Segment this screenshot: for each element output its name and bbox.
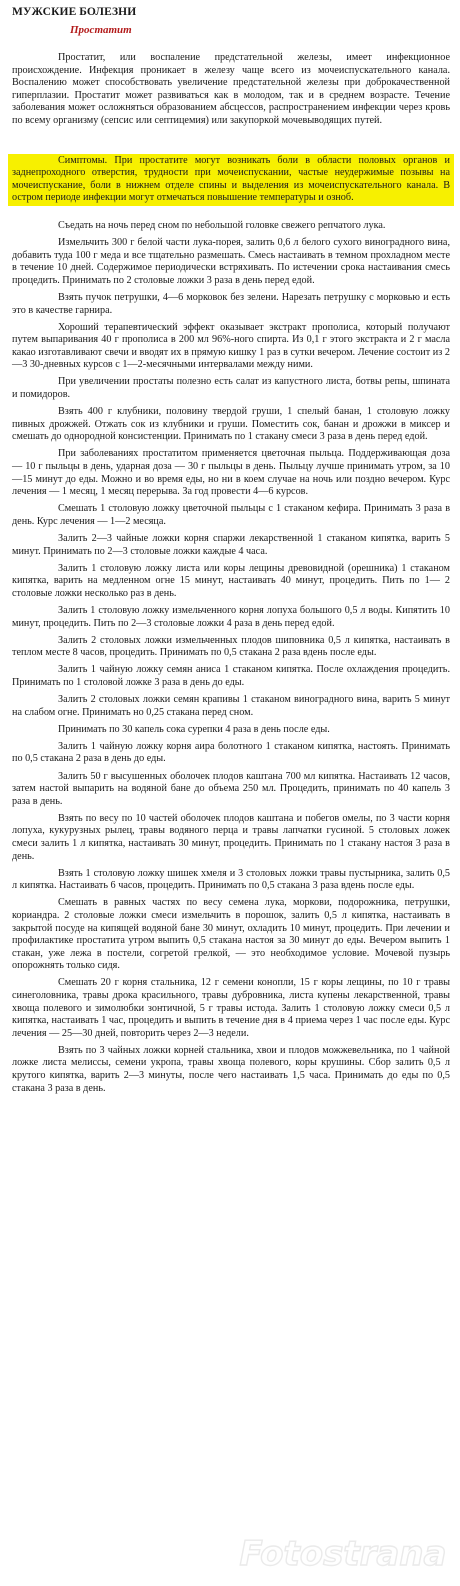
- remedy-paragraph: Залить 2 столовых ложки семян крапивы 1 стаканом виноградного вина, варить 5 минут на слабом огне. Принимать но 0,25 стакана перед сном.: [12, 694, 450, 718]
- remedy-paragraph: Залить 2 столовых ложки измельченных плодов шиповника 0,5 л кипятка, настаивать в теплом месте 8 часов, процедить. Принимать по 0,5 стакана 2 раза вдень после еды.: [12, 634, 450, 659]
- svg-text:Fotostrana: Fotostrana: [239, 1534, 447, 1574]
- remedy-paragraph: Съедать на ночь перед сном по небольшой головке свежего репчатого лука.: [58, 219, 386, 231]
- remedy-paragraph: Взять по весу по 10 частей оболочек плодов каштана и побегов омелы, по 3 части корня лопуха, кукурузных рылец, травы водяного перца и травы лапчатки гусиной. 5 столовых ложек смеси залить 1 л кипятка, настаивать 30 минут, процедить. Принимать по 1 стакану настоя 3 раза в день.: [12, 812, 450, 862]
- intro-paragraph: Простатит, или воспаление предстательной железы, имеет инфекционное происхождение. Инфекция проникает в железу чаще всего из мочеиспускательного канала. Воспалению может способствовать увеличение предстательной железы при доброкачественной гиперплазии. Простатит может развиваться как в молодом, так и в среднем возрасте. Течение заболевания может осложняться образованием абсцессов, распространением инфекции через кровь по всему организму (сепсис или септицемия) или закупоркой мочевыводящих путей.: [12, 52, 450, 126]
- remedy-paragraph: Измельчить 300 г белой части лука-порея, залить 0,6 л белого сухого виноградного вина, добавить туда 100 г меда и все тщательно размешать. Смесь настаивать в темном прохладном месте в течение 10 дней. Содержимое периодически встряхивать. По истечении срока настаивания смесь процедить. Принимать по 2 столовые ложки 3 раза в день перед едой.: [12, 237, 450, 286]
- remedy-paragraph: Залить 1 столовую ложку листа или коры лещины древовидной (орешника) 1 стаканом кипятка, варить на медленном огне 15 минут, настаивать 40 минут, процедить. Пить по 1— 2 столовые ложки несколько раз в день.: [12, 562, 450, 599]
- remedy-paragraph: Залить 1 столовую ложку измельченного корня лопуха большого 0,5 л воды. Кипятить 10 минут, процедить. Пить по 2—3 столовые ложки 4 раза в день перед едой.: [12, 604, 450, 629]
- remedy-paragraph: Залить 50 г высушенных оболочек плодов каштана 700 мл кипятка. Настаивать 12 часов, затем настой выпарить на водяной бане до объема 250 мл. Процедить, принимать по 40 капель 3 раза в день.: [12, 770, 450, 807]
- remedy-paragraph: При увеличении простаты полезно есть салат из капустного листа, ботвы репы, шпината и помидоров.: [12, 376, 450, 401]
- remedy-paragraph: Взять 1 столовую ложку шишек хмеля и 3 столовых ложки травы пустырника, залить 0,5 л кипятка. Настаивать 6 часов, процедить. Принимать по 0,5 стакана 3 раза вдень после еды.: [12, 867, 450, 892]
- remedy-paragraph: Смешать 20 г корня стальника, 12 г семени конопли, 15 г коры лещины, по 10 г травы синеголовника, травы дрока красильного, травы дубровника, листа купены лекарственной, травы хвоща полевого и зимолюбки зонтичной, 5 г травы истода. Залить 1 столовую ложку смеси 0,5 л кипятка, настаивать 1 час, процедить и выпить в течение дня в 4 приема через 1 час после еды. Курс лечения — 25—30 дней, повторить через 2—3 недели.: [12, 977, 450, 1039]
- symptoms-paragraph: Симптомы. При простатите могут возникать боли в области половых органов и заднепроходного отверстия, трудности при мочеиспускании, частые неудержимые позывы на мочеиспускание, боли в нижнем отделе спины и выделения из мочеиспускательного канала. В остром периоде инфекции могут отмечаться повышение температуры и озноб.: [8, 154, 454, 206]
- remedy-paragraph: Взять 400 г клубники, половину твердой груши, 1 спелый банан, 1 столовую ложку пивных дрожжей. Отжать сок из клубники и груши. Поместить сок, банан и дрожжи в миксер и смешать до однородной консистенции. Принимать по 1 стакану смеси 3 раза в день перед едой.: [12, 406, 450, 443]
- remedy-paragraph: Принимать по 30 капель сока сурепки 4 раза в день после еды.: [58, 723, 330, 735]
- remedy-paragraph: Взять пучок петрушки, 4—6 морковок без зелени. Нарезать петрушку с морковью и есть это в качестве гарнира.: [12, 291, 450, 316]
- remedy-paragraph: Взять по 3 чайных ложки корней стальника, хвои и плодов можжевельника, по 1 чайной ложке листа мелиссы, семени укропа, травы хвоща полевого, коры крушины. Сбор залить 0,5 л крутого кипятка, варить 2—3 минуты, после чего настаивать 1,5 часа. Принимать до еды по 0,5 стакана 3 раза в день.: [12, 1044, 450, 1094]
- remedies-list: [12, 220, 450, 1095]
- remedy-paragraph: Залить 1 чайную ложку корня аира болотного 1 стаканом кипятка, настоять. Принимать по 0,5 стакана 2 раза в день до еды.: [12, 740, 450, 765]
- remedy-paragraph: Смешать в равных частях по весу семена лука, моркови, подорожника, петрушки, кориандра. 2 столовые ложки смеси измельчить в порошок, залить 0,5 л кипятка, настаивать в закрытой посуде на кипящей водяной бане 30 минут, охладить 10 минут, процедить. При лечении и профилактике простатита утром выпить 0,5 стакана настоя за 30 минут до еды. Вечером выпить 1 стакан, уже лежа в постели, согретой грелкой, — это необходимое условие. Мочевой пузырь опорожнять только сидя.: [12, 897, 450, 972]
- section-title: МУЖСКИЕ БОЛЕЗНИ: [12, 6, 137, 18]
- subtitle: Простатит: [70, 24, 132, 36]
- remedy-paragraph: Залить 2—3 чайные ложки корня спаржи лекарственной 1 стаканом кипятка, варить 5 минут. Принимать по 2—3 столовые ложки каждые 4 часа.: [12, 533, 450, 557]
- remedy-paragraph: При заболеваниях простатитом применяется цветочная пыльца. Поддерживающая доза — 10 г пыльцы в день, ударная доза — 30 г пыльцы в день. Пыльцу лучше принимать утром, за 10—15 минут до еды. Можно и во время еды, но ни в коем случае на ночь или поздно вечером. Курс лечения — 1 месяц, 1 месяц перерыва. За год провести 4—6 курсов.: [12, 448, 450, 498]
- remedy-paragraph: Смешать 1 столовую ложку цветочной пыльцы с 1 стаканом кефира. Принимать 3 раза в день. Курс лечения — 1—2 месяца.: [12, 503, 450, 527]
- remedy-paragraph: Хороший терапевтический эффект оказывает экстракт прополиса, который получают путем выпаривания 40 г прополиса в 200 мл 96%-ного спирта. Из 0,1 г этого экстракта и 2 г масла какао изготавливают свечи и вводят их в прямую кишку 1 раз в сутки вечером. Лечение состоит из 2—3 30-дневных курсов с 1—2-месячными интервалами между ними.: [12, 321, 450, 371]
- fotostrana-watermark-logo: [238, 1525, 448, 1581]
- remedy-paragraph: Залить 1 чайную ложку семян аниса 1 стаканом кипятка. После охлаждения процедить. Принимать по 1 столовой ложке 3 раза в день до еды.: [12, 664, 450, 688]
